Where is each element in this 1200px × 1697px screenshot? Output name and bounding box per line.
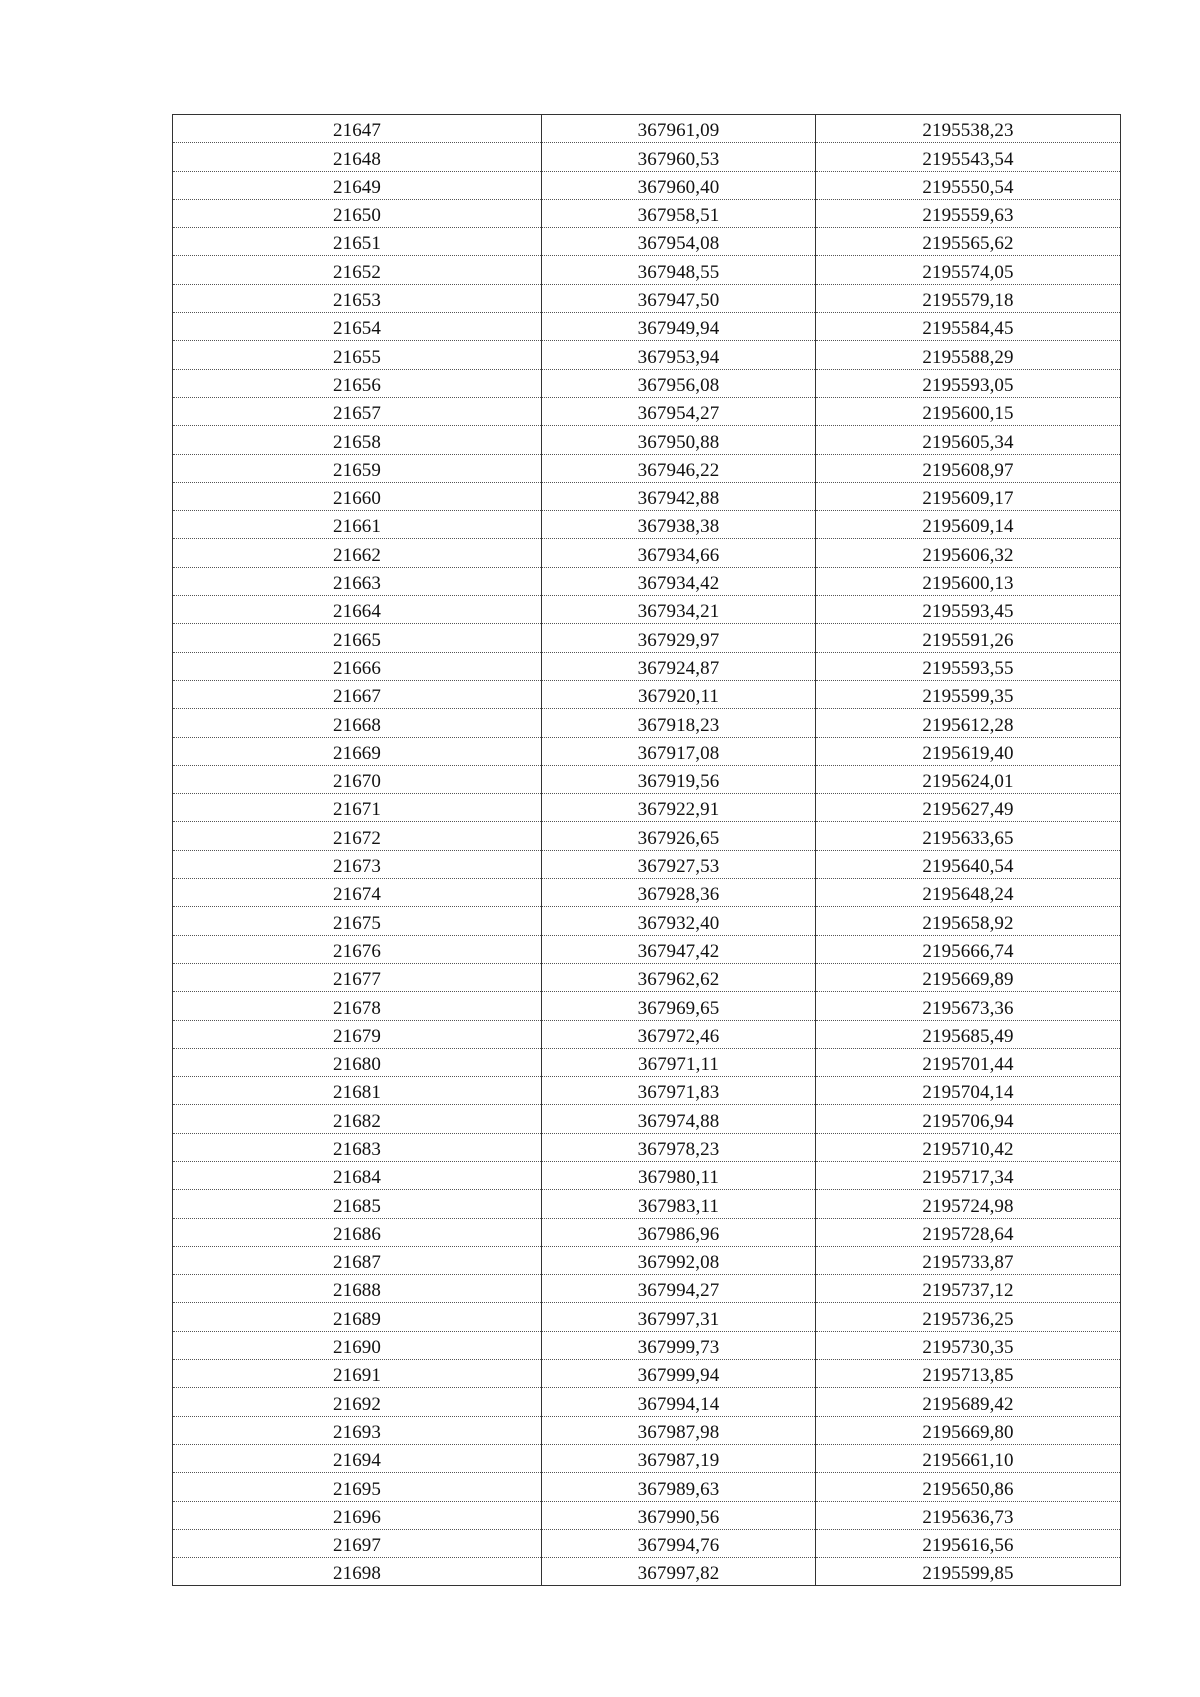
table-row xyxy=(173,171,1121,199)
point-number-cell: 21697 xyxy=(173,1529,542,1557)
y-coordinate-cell: 2195605,34 xyxy=(816,426,1121,454)
y-coordinate-cell: 2195559,63 xyxy=(816,199,1121,227)
x-coordinate-cell: 367934,42 xyxy=(542,567,816,595)
table-row xyxy=(173,256,1121,284)
table-row xyxy=(173,1133,1121,1161)
point-number-cell: 21666 xyxy=(173,652,542,680)
x-coordinate-cell: 367971,11 xyxy=(542,1048,816,1076)
y-coordinate-cell: 2195648,24 xyxy=(816,879,1121,907)
point-number-cell: 21678 xyxy=(173,992,542,1020)
table-row xyxy=(173,709,1121,737)
table-row xyxy=(173,313,1121,341)
table-row xyxy=(173,369,1121,397)
y-coordinate-cell: 2195704,14 xyxy=(816,1077,1121,1105)
point-number-cell: 21664 xyxy=(173,596,542,624)
point-number-cell: 21650 xyxy=(173,199,542,227)
y-coordinate-cell: 2195636,73 xyxy=(816,1501,1121,1529)
x-coordinate-cell: 367956,08 xyxy=(542,369,816,397)
table-row xyxy=(173,624,1121,652)
point-number-cell: 21651 xyxy=(173,228,542,256)
x-coordinate-cell: 367953,94 xyxy=(542,341,816,369)
point-number-cell: 21654 xyxy=(173,313,542,341)
point-number-cell: 21657 xyxy=(173,397,542,425)
x-coordinate-cell: 367972,46 xyxy=(542,1020,816,1048)
x-coordinate-cell: 367942,88 xyxy=(542,482,816,510)
y-coordinate-cell: 2195584,45 xyxy=(816,313,1121,341)
x-coordinate-cell: 367961,09 xyxy=(542,115,816,143)
point-number-cell: 21669 xyxy=(173,737,542,765)
y-coordinate-cell: 2195593,55 xyxy=(816,652,1121,680)
x-coordinate-cell: 367919,56 xyxy=(542,765,816,793)
y-coordinate-cell: 2195599,85 xyxy=(816,1558,1121,1586)
table-row xyxy=(173,567,1121,595)
x-coordinate-cell: 367962,62 xyxy=(542,963,816,991)
x-coordinate-cell: 367918,23 xyxy=(542,709,816,737)
table-row xyxy=(173,1190,1121,1218)
x-coordinate-cell: 367987,19 xyxy=(542,1444,816,1472)
y-coordinate-cell: 2195591,26 xyxy=(816,624,1121,652)
point-number-cell: 21698 xyxy=(173,1558,542,1586)
point-number-cell: 21661 xyxy=(173,511,542,539)
table-row xyxy=(173,992,1121,1020)
point-number-cell: 21660 xyxy=(173,482,542,510)
y-coordinate-cell: 2195538,23 xyxy=(816,115,1121,143)
y-coordinate-cell: 2195599,35 xyxy=(816,680,1121,708)
table-row xyxy=(173,1303,1121,1331)
table-row xyxy=(173,341,1121,369)
table-row xyxy=(173,1558,1121,1586)
x-coordinate-cell: 367987,98 xyxy=(542,1416,816,1444)
y-coordinate-cell: 2195669,80 xyxy=(816,1416,1121,1444)
x-coordinate-cell: 367929,97 xyxy=(542,624,816,652)
x-coordinate-cell: 367947,42 xyxy=(542,935,816,963)
table-row xyxy=(173,935,1121,963)
point-number-cell: 21665 xyxy=(173,624,542,652)
table-row xyxy=(173,737,1121,765)
x-coordinate-cell: 367934,21 xyxy=(542,596,816,624)
table-row xyxy=(173,1048,1121,1076)
y-coordinate-cell: 2195728,64 xyxy=(816,1218,1121,1246)
table-row xyxy=(173,1218,1121,1246)
x-coordinate-cell: 367917,08 xyxy=(542,737,816,765)
point-number-cell: 21649 xyxy=(173,171,542,199)
x-coordinate-cell: 367980,11 xyxy=(542,1161,816,1189)
x-coordinate-cell: 367920,11 xyxy=(542,680,816,708)
y-coordinate-cell: 2195608,97 xyxy=(816,454,1121,482)
point-number-cell: 21680 xyxy=(173,1048,542,1076)
y-coordinate-cell: 2195666,74 xyxy=(816,935,1121,963)
point-number-cell: 21672 xyxy=(173,822,542,850)
x-coordinate-cell: 367928,36 xyxy=(542,879,816,907)
y-coordinate-cell: 2195619,40 xyxy=(816,737,1121,765)
point-number-cell: 21658 xyxy=(173,426,542,454)
point-number-cell: 21691 xyxy=(173,1360,542,1388)
x-coordinate-cell: 367994,76 xyxy=(542,1529,816,1557)
table-row xyxy=(173,482,1121,510)
x-coordinate-cell: 367922,91 xyxy=(542,794,816,822)
table-row xyxy=(173,794,1121,822)
table-row xyxy=(173,1444,1121,1472)
table-row xyxy=(173,596,1121,624)
x-coordinate-cell: 367997,31 xyxy=(542,1303,816,1331)
point-number-cell: 21648 xyxy=(173,143,542,171)
y-coordinate-cell: 2195588,29 xyxy=(816,341,1121,369)
y-coordinate-cell: 2195661,10 xyxy=(816,1444,1121,1472)
point-number-cell: 21668 xyxy=(173,709,542,737)
x-coordinate-cell: 367932,40 xyxy=(542,907,816,935)
table-row xyxy=(173,1275,1121,1303)
table-row xyxy=(173,1020,1121,1048)
point-number-cell: 21656 xyxy=(173,369,542,397)
y-coordinate-cell: 2195574,05 xyxy=(816,256,1121,284)
table-row xyxy=(173,1105,1121,1133)
point-number-cell: 21659 xyxy=(173,454,542,482)
table-row xyxy=(173,1077,1121,1105)
x-coordinate-cell: 367971,83 xyxy=(542,1077,816,1105)
y-coordinate-cell: 2195600,13 xyxy=(816,567,1121,595)
point-number-cell: 21647 xyxy=(173,115,542,143)
point-number-cell: 21682 xyxy=(173,1105,542,1133)
y-coordinate-cell: 2195565,62 xyxy=(816,228,1121,256)
x-coordinate-cell: 367969,65 xyxy=(542,992,816,1020)
table-row xyxy=(173,426,1121,454)
x-coordinate-cell: 367999,73 xyxy=(542,1331,816,1359)
x-coordinate-cell: 367924,87 xyxy=(542,652,816,680)
point-number-cell: 21663 xyxy=(173,567,542,595)
y-coordinate-cell: 2195550,54 xyxy=(816,171,1121,199)
y-coordinate-cell: 2195606,32 xyxy=(816,539,1121,567)
point-number-cell: 21652 xyxy=(173,256,542,284)
y-coordinate-cell: 2195633,65 xyxy=(816,822,1121,850)
point-number-cell: 21670 xyxy=(173,765,542,793)
table-row xyxy=(173,228,1121,256)
y-coordinate-cell: 2195706,94 xyxy=(816,1105,1121,1133)
table-row xyxy=(173,539,1121,567)
y-coordinate-cell: 2195689,42 xyxy=(816,1388,1121,1416)
x-coordinate-cell: 367990,56 xyxy=(542,1501,816,1529)
point-number-cell: 21674 xyxy=(173,879,542,907)
x-coordinate-cell: 367960,40 xyxy=(542,171,816,199)
table-row xyxy=(173,1161,1121,1189)
table-row xyxy=(173,652,1121,680)
y-coordinate-cell: 2195543,54 xyxy=(816,143,1121,171)
point-number-cell: 21677 xyxy=(173,963,542,991)
point-number-cell: 21671 xyxy=(173,794,542,822)
y-coordinate-cell: 2195717,34 xyxy=(816,1161,1121,1189)
point-number-cell: 21692 xyxy=(173,1388,542,1416)
table-row xyxy=(173,765,1121,793)
point-number-cell: 21681 xyxy=(173,1077,542,1105)
x-coordinate-cell: 367926,65 xyxy=(542,822,816,850)
point-number-cell: 21695 xyxy=(173,1473,542,1501)
coordinates-table-body xyxy=(173,115,1121,1586)
y-coordinate-cell: 2195673,36 xyxy=(816,992,1121,1020)
x-coordinate-cell: 367927,53 xyxy=(542,850,816,878)
y-coordinate-cell: 2195612,28 xyxy=(816,709,1121,737)
y-coordinate-cell: 2195701,44 xyxy=(816,1048,1121,1076)
y-coordinate-cell: 2195593,45 xyxy=(816,596,1121,624)
y-coordinate-cell: 2195627,49 xyxy=(816,794,1121,822)
table-row xyxy=(173,879,1121,907)
point-number-cell: 21655 xyxy=(173,341,542,369)
point-number-cell: 21689 xyxy=(173,1303,542,1331)
point-number-cell: 21688 xyxy=(173,1275,542,1303)
x-coordinate-cell: 367946,22 xyxy=(542,454,816,482)
table-row xyxy=(173,907,1121,935)
y-coordinate-cell: 2195710,42 xyxy=(816,1133,1121,1161)
y-coordinate-cell: 2195579,18 xyxy=(816,284,1121,312)
table-row xyxy=(173,143,1121,171)
x-coordinate-cell: 367950,88 xyxy=(542,426,816,454)
point-number-cell: 21684 xyxy=(173,1161,542,1189)
x-coordinate-cell: 367934,66 xyxy=(542,539,816,567)
x-coordinate-cell: 367974,88 xyxy=(542,1105,816,1133)
x-coordinate-cell: 367997,82 xyxy=(542,1558,816,1586)
point-number-cell: 21683 xyxy=(173,1133,542,1161)
y-coordinate-cell: 2195593,05 xyxy=(816,369,1121,397)
table-row xyxy=(173,1360,1121,1388)
table-row xyxy=(173,284,1121,312)
point-number-cell: 21685 xyxy=(173,1190,542,1218)
x-coordinate-cell: 367994,14 xyxy=(542,1388,816,1416)
x-coordinate-cell: 367960,53 xyxy=(542,143,816,171)
point-number-cell: 21673 xyxy=(173,850,542,878)
table-row xyxy=(173,115,1121,143)
x-coordinate-cell: 367999,94 xyxy=(542,1360,816,1388)
x-coordinate-cell: 367986,96 xyxy=(542,1218,816,1246)
y-coordinate-cell: 2195658,92 xyxy=(816,907,1121,935)
table-row xyxy=(173,1416,1121,1444)
x-coordinate-cell: 367958,51 xyxy=(542,199,816,227)
y-coordinate-cell: 2195600,15 xyxy=(816,397,1121,425)
x-coordinate-cell: 367947,50 xyxy=(542,284,816,312)
x-coordinate-cell: 367994,27 xyxy=(542,1275,816,1303)
y-coordinate-cell: 2195724,98 xyxy=(816,1190,1121,1218)
x-coordinate-cell: 367989,63 xyxy=(542,1473,816,1501)
table-row xyxy=(173,963,1121,991)
x-coordinate-cell: 367983,11 xyxy=(542,1190,816,1218)
point-number-cell: 21696 xyxy=(173,1501,542,1529)
y-coordinate-cell: 2195609,14 xyxy=(816,511,1121,539)
point-number-cell: 21693 xyxy=(173,1416,542,1444)
table-row xyxy=(173,680,1121,708)
point-number-cell: 21694 xyxy=(173,1444,542,1472)
table-row xyxy=(173,1473,1121,1501)
point-number-cell: 21690 xyxy=(173,1331,542,1359)
x-coordinate-cell: 367954,08 xyxy=(542,228,816,256)
point-number-cell: 21675 xyxy=(173,907,542,935)
point-number-cell: 21687 xyxy=(173,1246,542,1274)
point-number-cell: 21676 xyxy=(173,935,542,963)
table-row xyxy=(173,850,1121,878)
x-coordinate-cell: 367949,94 xyxy=(542,313,816,341)
table-row xyxy=(173,1501,1121,1529)
y-coordinate-cell: 2195609,17 xyxy=(816,482,1121,510)
table-row xyxy=(173,822,1121,850)
y-coordinate-cell: 2195640,54 xyxy=(816,850,1121,878)
x-coordinate-cell: 367978,23 xyxy=(542,1133,816,1161)
point-number-cell: 21686 xyxy=(173,1218,542,1246)
y-coordinate-cell: 2195733,87 xyxy=(816,1246,1121,1274)
table-row xyxy=(173,1529,1121,1557)
point-number-cell: 21653 xyxy=(173,284,542,312)
y-coordinate-cell: 2195624,01 xyxy=(816,765,1121,793)
y-coordinate-cell: 2195737,12 xyxy=(816,1275,1121,1303)
point-number-cell: 21667 xyxy=(173,680,542,708)
table-row xyxy=(173,511,1121,539)
y-coordinate-cell: 2195650,86 xyxy=(816,1473,1121,1501)
y-coordinate-cell: 2195730,35 xyxy=(816,1331,1121,1359)
table-row xyxy=(173,1331,1121,1359)
x-coordinate-cell: 367948,55 xyxy=(542,256,816,284)
y-coordinate-cell: 2195713,85 xyxy=(816,1360,1121,1388)
table-row xyxy=(173,454,1121,482)
table-row xyxy=(173,1246,1121,1274)
table-row xyxy=(173,1388,1121,1416)
y-coordinate-cell: 2195736,25 xyxy=(816,1303,1121,1331)
table-row xyxy=(173,397,1121,425)
y-coordinate-cell: 2195685,49 xyxy=(816,1020,1121,1048)
y-coordinate-cell: 2195616,56 xyxy=(816,1529,1121,1557)
table-row xyxy=(173,199,1121,227)
coordinates-table xyxy=(172,114,1121,1586)
x-coordinate-cell: 367954,27 xyxy=(542,397,816,425)
point-number-cell: 21662 xyxy=(173,539,542,567)
x-coordinate-cell: 367992,08 xyxy=(542,1246,816,1274)
y-coordinate-cell: 2195669,89 xyxy=(816,963,1121,991)
point-number-cell: 21679 xyxy=(173,1020,542,1048)
x-coordinate-cell: 367938,38 xyxy=(542,511,816,539)
